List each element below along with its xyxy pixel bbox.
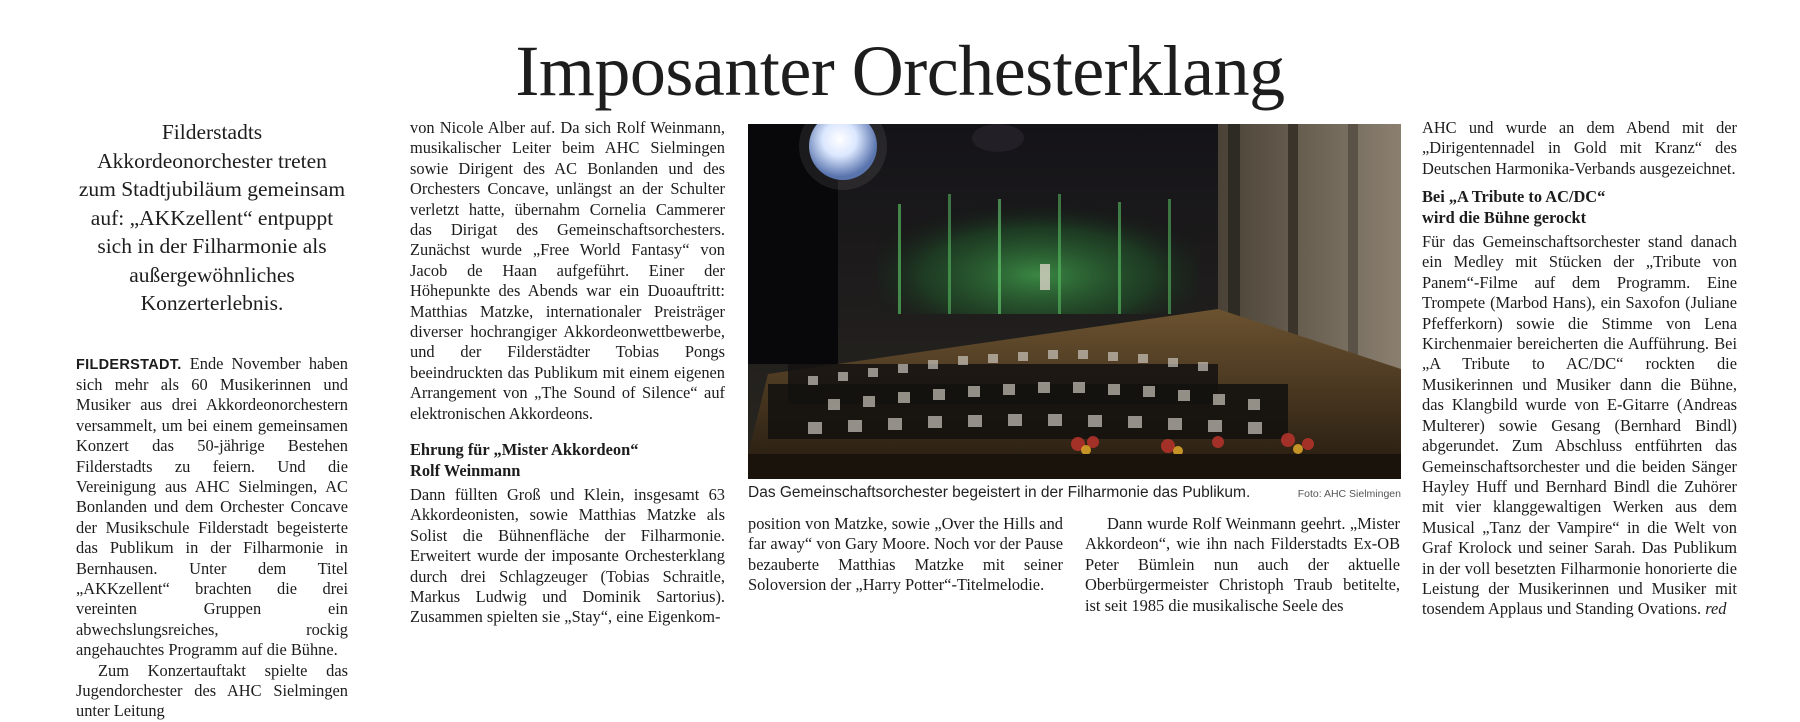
paragraph-8 <box>1422 232 1737 620</box>
concert-photo <box>748 124 1401 479</box>
dateline: FILDERSTADT. <box>76 356 182 373</box>
photo-caption <box>748 484 1401 506</box>
subhead-acdc-line-1: Bei „A Tribute to AC/DC“ <box>1422 187 1606 207</box>
paragraph-2: Zum Konzertauftakt spielte das Jugendorchester des AHC Sielmingen unter Leitung <box>76 660 348 721</box>
column-2 <box>410 118 725 628</box>
paragraph-4: Dann füllten Groß und Klein, insgesamt 63 Akkordeonisten, sowie Matthias Matzke als Solist die Bühnenfläche der Filharmonie. Erweitert wurde der imposante Orchesterklang durch drei Schlagzeuger (Tobias Schraitle, Markus Ludwig und Dominik Sartorius). Zusammen spielten sie „Stay“, eine Eigenkom- <box>410 484 725 627</box>
lede: Filderstadts Akkordeonorchester treten zum Stadtjubiläum gemeinsam auf: „AKKzellent“ entpuppt sich in der Filharmonie als außergewöhnliches Konzerterlebnis. <box>78 120 346 315</box>
paragraph-8-text: Für das Gemeinschaftsorchester stand danach ein Medley mit Stücken der „Tribute von Panem“-Filme auf dem Programm. Eine Trompete (Marbod Hans), ein Saxofon (Juliane Pfefferkorn) sowie die Stimme von Lena Kirchenmaier bereicherten die Aufführung. Bei „A Tribute to AC/DC“ rockten die Musikerinnen und Musiker dann die Bühne, das Klangbild wurde von E-Gitarre (Andreas Multerer) sowie Gesang (Bernhard Bindl) abgerundet. Zum Abschluss entführten das Gemeinschaftsorchester und die beiden Sänger Hayley Huff und Bernhard Bindl die Zuhörer mit vier klanggewaltigen Werken aus dem Musical „Tanz der Vampire“ in die Welt von Graf Krolock und seiner Sarah. Das Publikum in der voll besetzten Filharmonie honorierte die Leistung der Musikerinnen und Musiker mit tosendem Applaus und Standing Ovations. <box>1422 232 1737 619</box>
paragraph-6: Dann wurde Rolf Weinmann geehrt. „Mister Akkordeon“, wie ihn nach Filderstadts Ex-OB Peter Bümlein nun auch der aktuelle Oberbürgermeister Christoph Traub betitelte, ist seit 1985 die musikalische Seele des <box>1085 514 1400 615</box>
photo-credit: Foto: AHC Sielmingen <box>1297 488 1401 500</box>
paragraph-5: position von Matzke, sowie „Over the Hills and far away“ von Gary Moore. Noch vor der Pause bezauberte Matthias Matzke mit seiner Soloversion der „Harry Potter“-Titelmelodie. <box>748 514 1063 595</box>
paragraph-7: AHC und wurde an dem Abend mit der „Dirigentennadel in Gold mit Kranz“ des Deutschen Harmonika-Verbands ausgezeichnet. <box>1422 118 1737 178</box>
paragraph-1 <box>76 354 348 661</box>
headline: Imposanter Orchesterklang <box>515 31 1285 111</box>
column-1 <box>76 118 348 722</box>
subhead-ehrung-line-2: Rolf Weinmann <box>410 460 521 480</box>
subhead-acdc <box>1422 187 1737 228</box>
paragraph-1-text: Ende November haben sich mehr als 60 Musikerinnen und Musiker aus drei Akkordeonorchestern versammelt, um bei einem gemeinsamen Konzert das 50-jährige Bestehen Filderstadts zu feiern. Und die Vereinigung aus AHC Sielmingen, AC Bonlanden und dem Orchester Concave der Musikschule Filderstadt begeisterte das Publikum in der Filharmonie in Bernhausen. Unter dem Titel „AKKzellent“ brachten die drei vereinten Gruppen ein abwechslungsreiches, rockig angehauchtes Programm auf die Bühne. <box>76 353 348 660</box>
orchestra-on-stage-image <box>748 124 1401 479</box>
column-5 <box>1422 118 1737 620</box>
column-3 <box>748 514 1063 596</box>
subhead-ehrung <box>410 440 725 481</box>
photo-caption-text: Das Gemeinschaftsorchester begeistert in der Filharmonie das Publikum. <box>748 484 1251 501</box>
author-signature: red <box>1705 599 1727 619</box>
paragraph-3: von Nicole Alber auf. Da sich Rolf Weinmann, musikalischer Leiter beim AHC Sielmingen sowie Dirigent des AC Bonlanden und des Orchesters Concave, unlängst an der Schulter verletzt hatte, übernahm Cornelia Cammerer das Dirigat des Gemeinschaftsorchesters. Zunächst wurde „Free World Fantasy“ von Jacob de Haan aufgeführt. Einer der Höhepunkte des Abends war ein Duoauftritt: Matthias Matzke, internationaler Preisträger diverser hochrangiger Akkordeonwettbewerbe, und der Filderstädter Tobias Pongs beeindruckten das Publikum mit einem eigenen Arrangement von „The Sound of Silence“ auf elektronischen Akkordeons. <box>410 118 725 423</box>
subhead-acdc-line-2: wird die Bühne gerockt <box>1422 207 1587 227</box>
column-4 <box>1085 514 1400 616</box>
subhead-ehrung-line-1: Ehrung für „Mister Akkordeon“ <box>410 440 639 460</box>
